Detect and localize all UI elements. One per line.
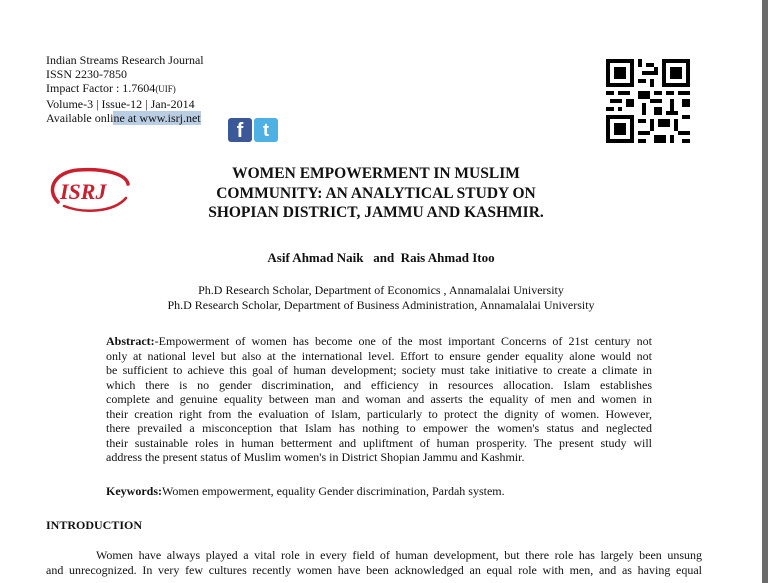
journal-volume: Volume-3 | Issue-12 | Jan-2014	[46, 96, 195, 111]
twitter-icon[interactable]: t	[254, 118, 278, 142]
journal-info	[46, 53, 204, 125]
isrj-logo	[44, 162, 132, 218]
affiliations: Ph.D Research Scholar, Department of Economics , Annamalalai University Ph.D Research Scholar, Department of Business Administration, Annamalalai University	[167, 283, 595, 312]
svg-text:ISRJ: ISRJ	[60, 179, 107, 204]
page-edge	[762, 0, 768, 583]
journal-name: Indian Streams Research Journal	[46, 53, 204, 67]
selected-text[interactable]: ne at www.isrj.net	[113, 110, 201, 125]
abstract: Abstract:-Empowerment of women has become one of the most important Concerns of 21st century not only at national level but also at the international level. Effort to ensure gender equality alone would not be sufficient to achieve this goal of human development; society must take initiative to create a climate in which there is no gender discrimination, and efficiency in resources allocation. Islam establishes complete and genuine equality between man and woman and asserts the equality of men and women in their creation right from the evaluation of Islam, particularly to protect the dignity of women. However, there prevailed a misconception that Islam has nothing to empower the women's status and neglected their sustainable roles in human betterment and upliftment of human prosperity. The present study will address the present status of Muslim women's in District Shopian Jammu and Kashmir.	[106, 334, 652, 464]
introduction-body: Women have always played a vital role in every field of human development, but there role has largely been unsung and unrecognized. In very few cultures recently women have been acknowledged an equal role with men, and as having equal	[46, 548, 702, 577]
social-links	[228, 118, 278, 142]
section-heading-introduction: INTRODUCTION	[46, 518, 143, 532]
authors: Asif Ahmad Naik and Rais Ahmad Itoo	[267, 250, 495, 265]
qr-code-icon	[606, 59, 690, 143]
journal-availability: Available online at www.isrj.net	[46, 110, 201, 125]
keywords: Keywords:Women empowerment, equality Gender discrimination, Pardah system.	[106, 484, 505, 498]
paper-title: WOMEN EMPOWERMENT IN MUSLIM COMMUNITY: AN ANALYTICAL STUDY ON SHOPIAN DISTRICT, JAMMU AND KASHMIR.	[208, 165, 544, 221]
journal-issn: ISSN 2230-7850	[46, 67, 128, 82]
facebook-icon[interactable]: f	[228, 118, 252, 142]
keywords-label: Keywords:	[106, 484, 162, 498]
impact-factor: Impact Factor : 1.7604(UIF)	[46, 81, 176, 96]
abstract-label: Abstract:	[106, 334, 155, 348]
